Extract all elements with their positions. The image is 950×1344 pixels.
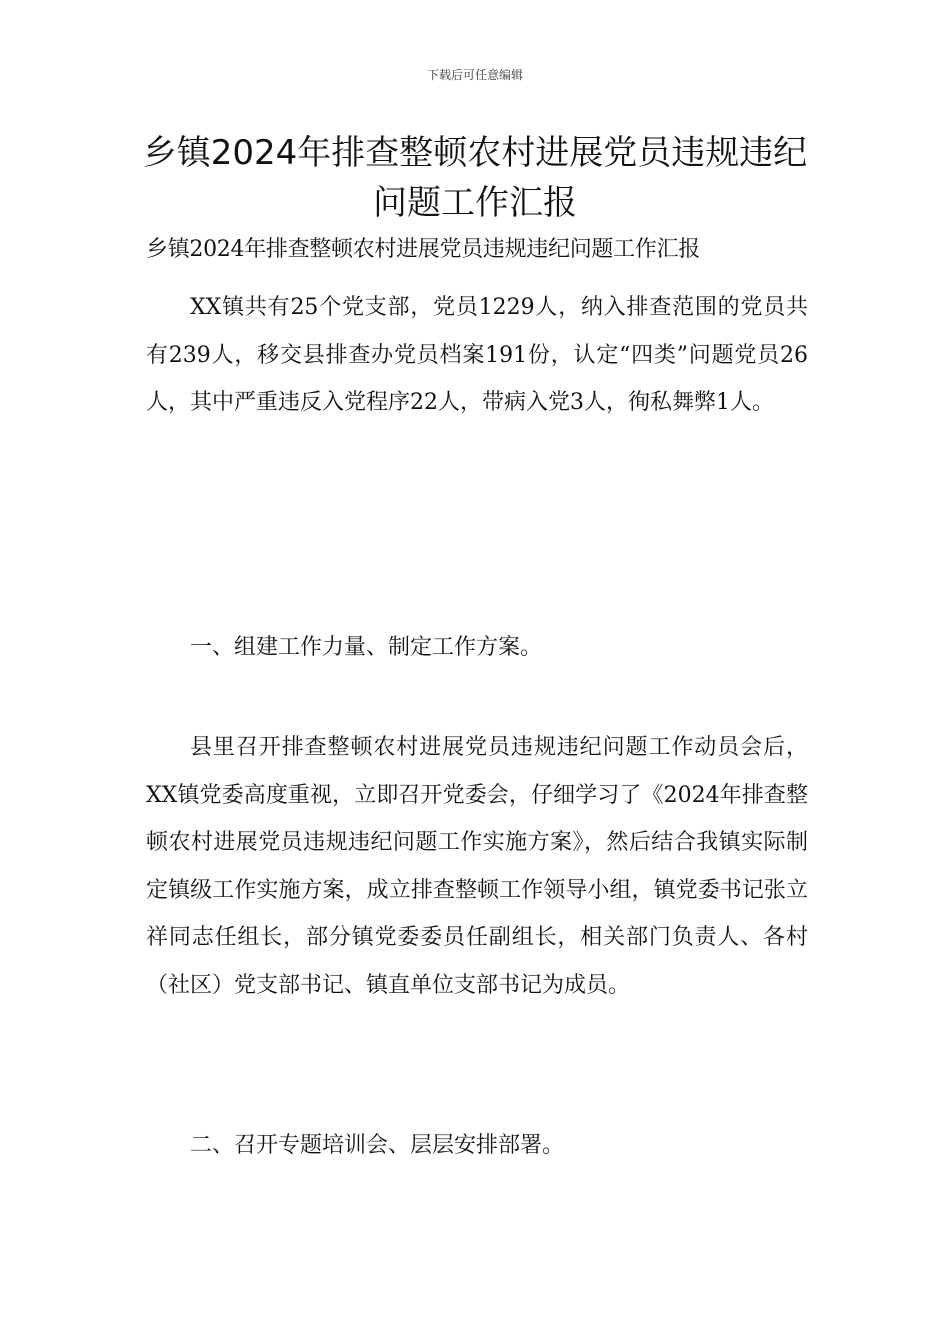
- paragraph-section-1: 县里召开排查整顿农村进展党员违规违纪问题工作动员会后，XX镇党委高度重视，立即召开党委会，仔细学习了《2024年排查整顿农村进展党员违规违纪问题工作实施方案》，然后结合我镇实际制定镇级工作实施方案，成立排查整顿工作领导小组，镇党委书记张立祥同志任组长，部分镇党委委员任副组长，相关部门负责人、各村（社区）党支部书记、镇直单位支部书记为成员。: [146, 735, 808, 998]
- header-note: 下载后可任意编辑: [426, 68, 523, 82]
- document-title: 乡镇2024年排查整顿农村进展党员违规违纪问题工作汇报: [142, 133, 808, 223]
- document-subtitle: 乡镇2024年排查整顿农村进展党员违规违纪问题工作汇报: [146, 237, 700, 262]
- paragraph-overview: XX镇共有25个党支部，党员1229人，纳入排查范围的党员共有239人，移交县排查办党员档案191份，认定“四类”问题党员26人，其中严重违反入党程序22人，带病入党3人，徇私舞弊1人。: [146, 295, 808, 415]
- section-heading-2: 二、召开专题培训会、层层安排部署。: [190, 1133, 565, 1158]
- section-heading-1: 一、组建工作力量、制定工作方案。: [190, 635, 543, 660]
